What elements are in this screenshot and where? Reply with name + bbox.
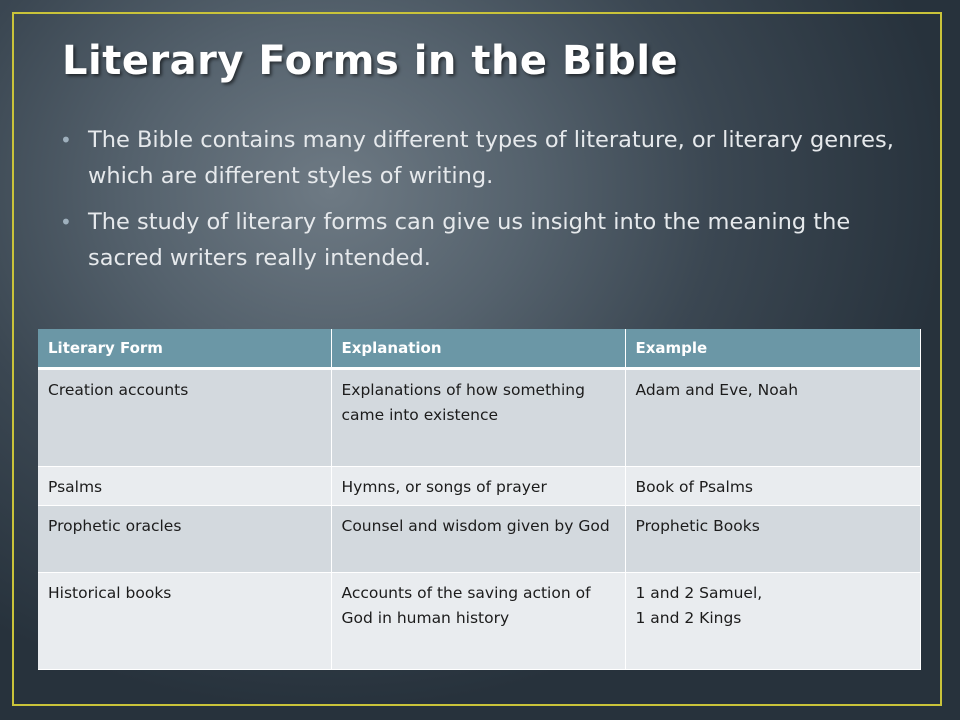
cell-example xyxy=(625,506,920,573)
cell-example xyxy=(625,467,920,506)
bullet-text: The Bible contains many different types of literature, or literary genres, which are different styles of writing. xyxy=(88,127,894,189)
example-line: 1 and 2 Kings xyxy=(635,609,742,627)
bullet-text: The study of literary forms can give us insight into the meaning the sacred writers really intended. xyxy=(88,209,851,271)
cell-explanation: Hymns, or songs of prayer xyxy=(331,467,625,506)
table-row xyxy=(38,467,920,506)
slide-title: Literary Forms in the Bible xyxy=(62,38,679,84)
bullet-item xyxy=(56,122,916,194)
cell-example xyxy=(625,369,920,467)
cell-literary-form: Prophetic oracles xyxy=(38,506,331,573)
example-line: Prophetic Books xyxy=(635,517,760,535)
header-literary-form: Literary Form xyxy=(38,329,331,369)
example-line: 1 and 2 Samuel, xyxy=(635,584,763,602)
bullet-list xyxy=(56,122,916,286)
bullet-marker: • xyxy=(60,128,72,152)
cell-explanation: Explanations of how something came into existence xyxy=(331,369,625,467)
example-line: Adam and Eve, Noah xyxy=(635,381,799,399)
cell-literary-form: Creation accounts xyxy=(38,369,331,467)
literary-forms-table-container xyxy=(38,329,920,670)
cell-explanation: Counsel and wisdom given by God xyxy=(331,506,625,573)
table-header-row xyxy=(38,329,920,369)
bullet-marker: • xyxy=(60,210,72,234)
table-row xyxy=(38,369,920,467)
cell-literary-form: Historical books xyxy=(38,573,331,670)
table-row xyxy=(38,506,920,573)
cell-explanation: Accounts of the saving action of God in human history xyxy=(331,573,625,670)
header-explanation: Explanation xyxy=(331,329,625,369)
cell-example xyxy=(625,573,920,670)
cell-literary-form: Psalms xyxy=(38,467,331,506)
example-line: Book of Psalms xyxy=(635,478,753,496)
bullet-item xyxy=(56,204,916,276)
header-example: Example xyxy=(625,329,920,369)
table-row xyxy=(38,573,920,670)
literary-forms-table xyxy=(38,329,921,670)
